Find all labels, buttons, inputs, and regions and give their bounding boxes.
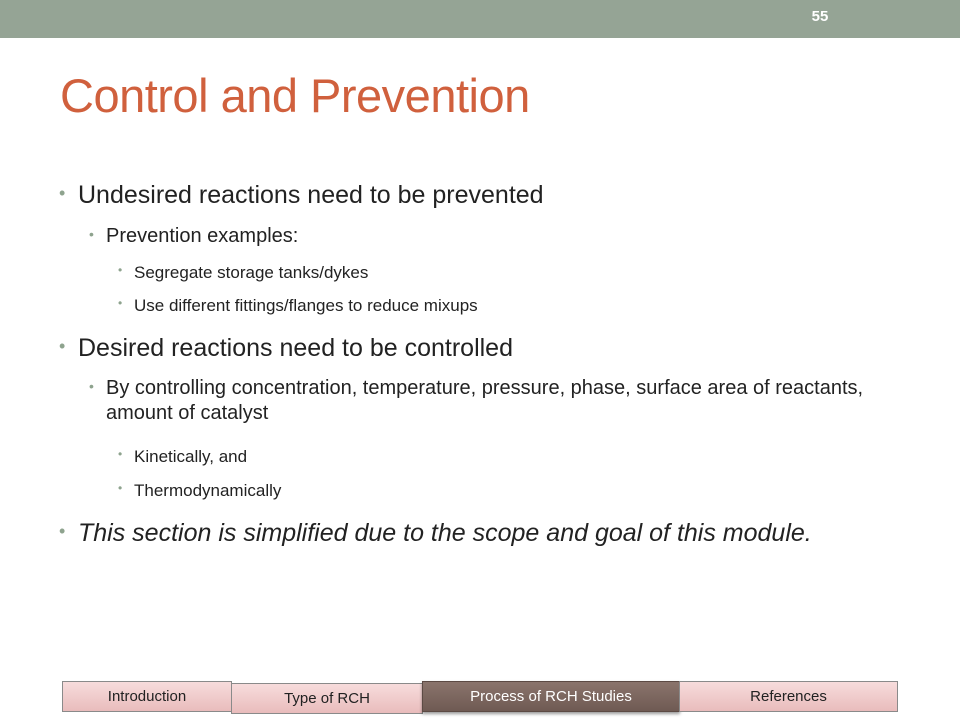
tab-type-of-rch[interactable]: Type of RCH (231, 683, 423, 714)
bullet-dot-icon: • (89, 226, 94, 242)
top-banner (0, 0, 960, 38)
bullet-different-fittings: • Use different fittings/flanges to reduce mixups (118, 296, 478, 315)
bullet-dot-icon: • (118, 481, 123, 495)
bullet-section-simplified: • This section is simplified due to the scope and goal of this module. (59, 519, 812, 547)
bullet-dot-icon: • (59, 336, 66, 356)
bullet-desired-reactions: • Desired reactions need to be controlled (59, 334, 513, 362)
bullet-dot-icon: • (59, 183, 66, 203)
bullet-dot-icon: • (118, 263, 123, 277)
bullet-segregate-storage: • Segregate storage tanks/dykes (118, 263, 369, 282)
bullet-dot-icon: • (89, 378, 94, 394)
slide-number: 55 (811, 8, 829, 25)
bullet-undesired-reactions: • Undesired reactions need to be prevented (59, 181, 544, 209)
bullet-dot-icon: • (118, 447, 123, 461)
bullet-kinetically: • Kinetically, and (118, 447, 248, 466)
slide-title: Control and Prevention (60, 69, 530, 122)
tab-introduction[interactable]: Introduction (62, 681, 232, 712)
bullet-thermodynamically: • Thermodynamically (118, 481, 282, 500)
bullet-controlling-factors: • By controlling concentration, temperature, pressure, phase, surface area of reactants, amount of catalyst (89, 377, 864, 424)
bullet-prevention-examples: • Prevention examples: (89, 225, 299, 247)
bullet-dot-icon: • (118, 296, 123, 310)
section-navigation (62, 681, 898, 713)
tab-process-of-rch-studies[interactable]: Process of RCH Studies (422, 681, 680, 712)
tab-references[interactable]: References (679, 681, 898, 712)
bullet-dot-icon: • (59, 521, 66, 541)
